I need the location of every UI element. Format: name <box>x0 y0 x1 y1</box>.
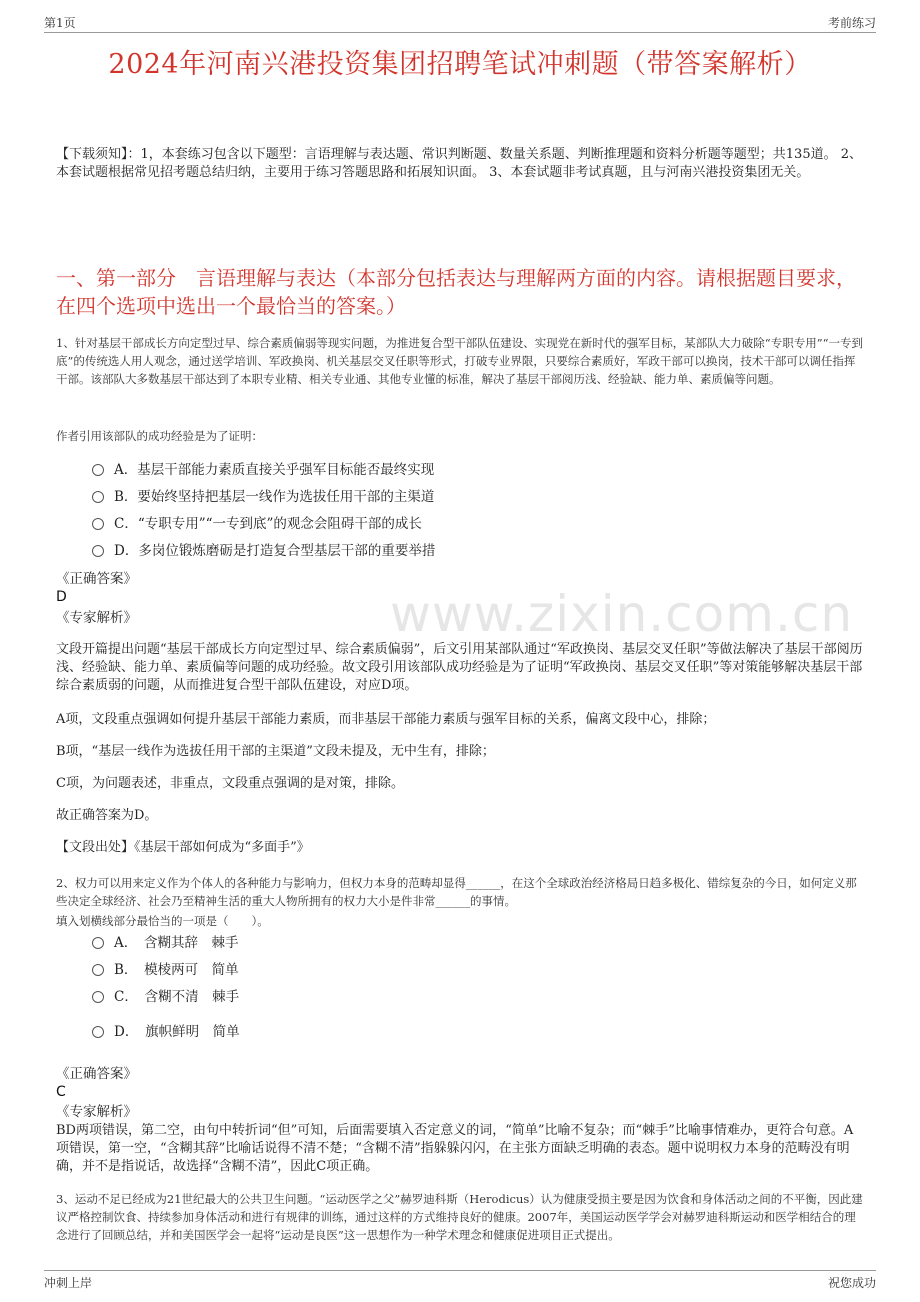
radio-icon[interactable] <box>92 964 104 976</box>
q1-option-c[interactable] <box>92 514 422 534</box>
radio-icon[interactable] <box>92 491 104 503</box>
q1-analysis-conclusion: 故正确答案为D。 <box>56 808 158 823</box>
q1-analysis-b: B项，“基层一线作为选拔任用干部的主渠道”文段未提及，无中生有，排除； <box>56 744 495 759</box>
section-heading: 一、第一部分 言语理解与表达（本部分包括表达与理解两方面的内容。请根据题目要求，在四个选项中选出一个最恰当的答案。） <box>56 266 856 318</box>
radio-icon[interactable] <box>92 937 104 949</box>
option-label: A． 含糊其辞 棘手 <box>114 935 239 951</box>
q1-option-b[interactable] <box>92 487 434 507</box>
q1-option-a[interactable] <box>92 460 434 480</box>
option-label: A．基层干部能力素质直接关乎强军目标能否最终实现 <box>114 462 435 478</box>
q3-stem: 3、运动不足已经成为21世纪最大的公共卫生问题。“运动医学之父”赫罗迪科斯（Herodicus）认为健康受损主要是因为饮食和身体活动之间的不平衡，因此建议严格控制饮食、持续参加身体活动和进行有规律的训练，通过这样的方式维持良好的健康。2007年，美国运动医学学会对赫罗迪科斯运动和医学相结合的理念进行了回顾总结，并和美国医学会一起将“运动是良医”这一思想作为一种学术理念和健康促进项目正式提出。 <box>56 1192 863 1242</box>
download-notice: 【下载须知】：1，本套练习包含以下题型：言语理解与表达题、常识判断题、数量关系题、判断推理题和资料分析题等题型；共135道。 2、本套试题根据常见招考题总结归纳，主要用于练习答题思路和拓展知识面。 3、本套试题非考试真题，且与河南兴港投资集团无关。 <box>56 147 862 180</box>
q2-stem: 2、权力可以用来定义作为个体人的各种能力与影响力，但权力本身的范畴却显得______，在这个全球政治经济格局日趋多极化、错综复杂的今日，如何定义那些决定全球经济、社会乃至精神生活的重大人物所拥有的权力大小是件非常______的事情。 <box>56 876 857 908</box>
radio-icon[interactable] <box>92 1026 104 1038</box>
page-header <box>44 14 876 33</box>
watermark: www.zixin.com.cn <box>390 585 854 643</box>
option-label: B． 模棱两可 简单 <box>114 962 239 978</box>
q2-option-a[interactable] <box>92 933 239 953</box>
page-footer <box>44 1270 876 1292</box>
radio-icon[interactable] <box>92 991 104 1003</box>
q2-analysis: BD两项错误，第二空，由句中转折词“但”可知，后面需要填入否定意义的词，“简单”比喻不复杂；而“棘手”比喻事情难办，更符合句意。A项错误，第一空，“含糊其辞”比喻话说得不清不楚；“含糊不清”指躲躲闪闪，在主张方面缺乏明确的表态。题中说明权力本身的范畴没有明确，并不是指说话，故选择“含糊不清”，因此C项正确。 <box>56 1123 854 1174</box>
q1-answer-label: 《正确答案》 <box>56 571 137 587</box>
q1-analysis-c: C项，为问题表述，非重点，文段重点强调的是对策，排除。 <box>56 776 404 791</box>
page-title: 2024年河南兴港投资集团招聘笔试冲刺题（带答案解析） <box>108 49 812 80</box>
q1-source: 【文段出处】《基层干部如何成为“多面手”》 <box>56 840 310 855</box>
q1-analysis-a: A项，文段重点强调如何提升基层干部能力素质，而非基层干部能力素质与强军目标的关系，偏离文段中心，排除； <box>56 712 716 727</box>
option-label: B．要始终坚持把基层一线作为选拔任用干部的主渠道 <box>114 489 435 505</box>
q1-analysis-main: 文段开篇提出问题“基层干部成长方向定型过早、综合素质偏弱”，后文引用某部队通过“军政换岗、基层交叉任职”等做法解决了基层干部阅历浅、经验缺、能力单、素质偏等问题的成功经验。故文段引用该部队成功经验是为了证明“军政换岗、基层交叉任职”等对策能够解决基层干部综合素质弱的问题，从而推进复合型干部队伍建设，对应D项。 <box>56 642 863 693</box>
option-label: C．“专职专用”“一专到底”的观念会阻碍干部的成长 <box>114 516 422 532</box>
q2-answer: C <box>56 1084 66 1100</box>
q2-option-d[interactable] <box>92 1022 240 1042</box>
footer-right: 祝您成功 <box>827 1276 876 1290</box>
radio-icon[interactable] <box>92 464 104 476</box>
footer-left: 冲刺上岸 <box>44 1276 93 1290</box>
radio-icon[interactable] <box>92 545 104 557</box>
q2-option-b[interactable] <box>92 960 239 980</box>
radio-icon[interactable] <box>92 518 104 530</box>
q1-answer: D <box>56 589 67 605</box>
q1-analysis-label: 《专家解析》 <box>56 610 137 626</box>
q1-option-d[interactable] <box>92 541 435 561</box>
page-number: 第1页 <box>44 16 76 30</box>
q1-ask: 作者引用该部队的成功经验是为了证明： <box>56 429 263 443</box>
q2-analysis-label: 《专家解析》 <box>56 1104 137 1120</box>
q1-stem: 1、针对基层干部成长方向定型过早、综合素质偏弱等现实问题，为推进复合型干部队伍建设、实现党在新时代的强军目标，某部队大力破除“专职专用”“一专到底”的传统选人用人观念，通过送学培训、军政换岗、机关基层交叉任职等形式，打破专业界限，只要综合素质好，军政干部可以换岗，技术干部可以调任指挥干部。该部队大多数基层干部达到了本职专业精、相关专业通、其他专业懂的标准，解决了基层干部阅历浅、经验缺、能力单、素质偏等问题。 <box>56 336 863 386</box>
header-tag: 考前练习 <box>827 16 876 30</box>
option-label: D． 旗帜鲜明 简单 <box>114 1024 240 1040</box>
q2-option-c[interactable] <box>92 987 239 1007</box>
q2-answer-label: 《正确答案》 <box>56 1066 137 1082</box>
q2-ask: 填入划横线部分最恰当的一项是（ ）。 <box>56 914 269 928</box>
option-label: C． 含糊不清 棘手 <box>114 989 240 1005</box>
option-label: D．多岗位锻炼磨砺是打造复合型基层干部的重要举措 <box>114 543 436 559</box>
